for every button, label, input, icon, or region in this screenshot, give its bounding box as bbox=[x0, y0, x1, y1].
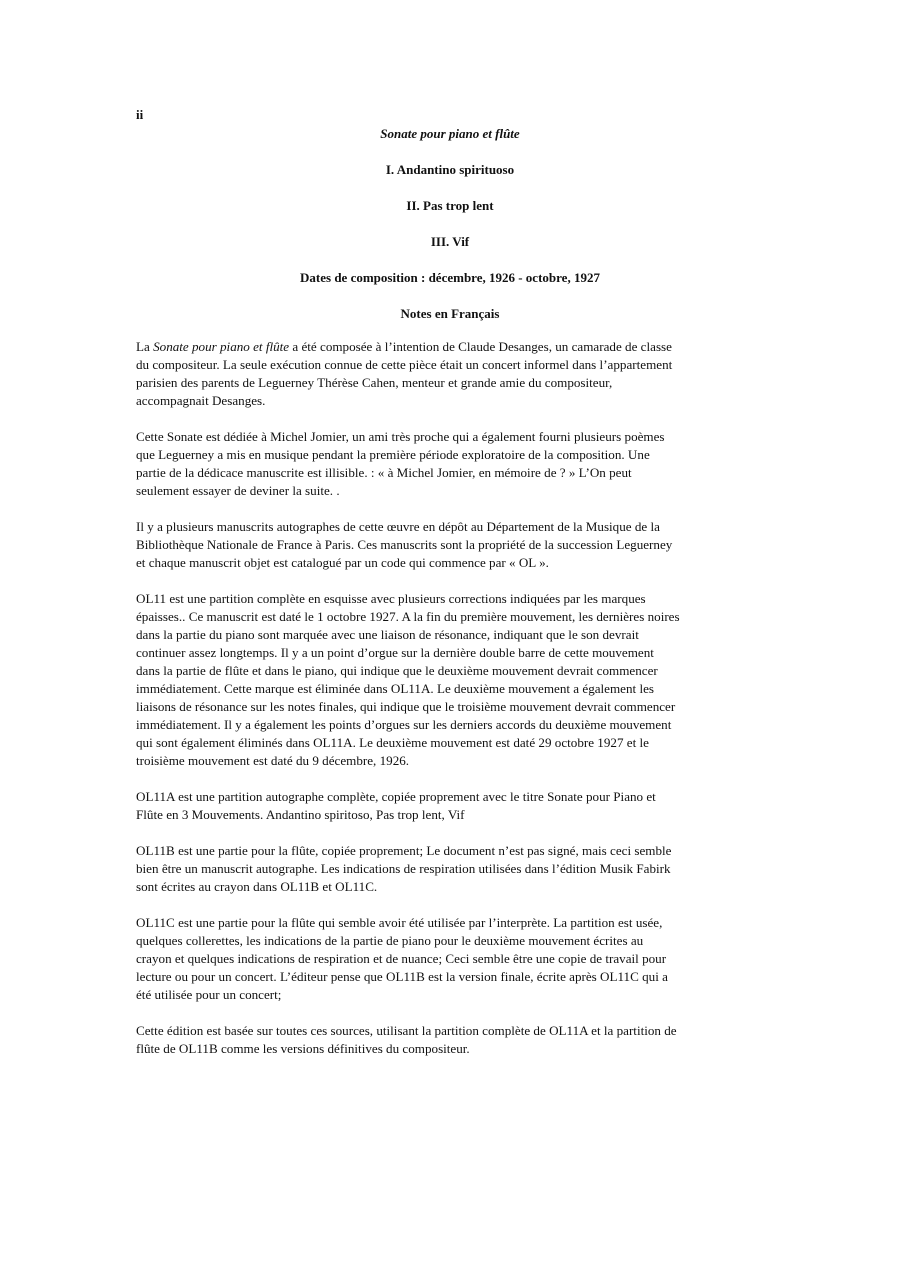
intro-rest: a été composée à l’intention de Claude Desanges, un camarade de classe du compositeur. La seule exécution connue de cette pièce était un concert informel dans l’appartement parisien des parents de Leguerney Thérèse Cahen, menteur et grande amie du compositeur, accompagnait Desanges. bbox=[136, 339, 673, 408]
edition-paragraph: Cette édition est basée sur toutes ces sources, utilisant la partition complète de OL11A et la partition de flûte de OL11B comme les versions définitives du compositeur. bbox=[136, 1023, 677, 1056]
composition-dates: Dates de composition : décembre, 1926 - octobre, 1927 bbox=[300, 270, 600, 285]
intro-work-title: Sonate pour piano et flûte bbox=[153, 339, 290, 354]
notes-heading: Notes en Français bbox=[400, 306, 500, 321]
movement-1: I. Andantino spirituoso bbox=[385, 162, 515, 177]
ol11c-paragraph: OL11C est une partie pour la flûte qui semble avoir été utilisée par l’interprète. La partition est usée, quelques collerettes, les indications de la partie de piano pour le deuxième mouvement écrites au crayon et quelques indications de respiration et de nuance; Ceci semble être une copie de travail pour lecture ou pour un concert. L’éditeur pense que OL11B est la version finale, écrite après OL11C qui a été utilisée pour un concert; bbox=[136, 915, 668, 1002]
intro-paragraph bbox=[136, 338, 770, 410]
dedication-paragraph: Cette Sonate est dédiée à Michel Jomier, un ami très proche qui a également fourni plusieurs poèmes que Leguerney a mis en musique pendant la première période exploratoire de la composition. Une partie de la dédicace manuscrite est illisible. : « à Michel Jomier, en mémoire de ? » L’On peut seulement essayer de deviner la suite. . bbox=[136, 429, 665, 498]
header-block bbox=[136, 126, 764, 342]
ol11b-paragraph: OL11B est une partie pour la flûte, copiée proprement; Le document n’est pas signé, mais ceci semble bien être un manuscrit autographe. Les indications de respiration utilisées dans l’édition Musik Fabirk sont écrites au crayon dans OL11B et OL11C. bbox=[136, 843, 672, 894]
ol11a-paragraph: OL11A est une partition autographe complète, copiée proprement avec le titre Sonate pour Piano et Flûte en 3 Mouvements. Andantino spiritoso, Pas trop lent, Vif bbox=[136, 789, 656, 822]
manuscripts-paragraph: Il y a plusieurs manuscrits autographes de cette œuvre en dépôt au Département de la Musique de la Bibliothèque Nationale de France à Paris. Ces manuscrits sont la propriété de la succession Leguerney et chaque manuscrit objet est catalogué par un code qui commence par « OL ». bbox=[136, 519, 673, 570]
movement-2: II. Pas trop lent bbox=[406, 198, 494, 213]
page-number: ii bbox=[136, 107, 144, 122]
work-title: Sonate pour piano et flûte bbox=[380, 126, 520, 141]
notes-body bbox=[136, 338, 770, 1076]
ol11-paragraph: OL11 est une partition complète en esquisse avec plusieurs corrections indiquées par les marques épaisses.. Ce manuscrit est daté le 1 octobre 1927. A la fin du première mouvement, les dernières noires dans la partie du piano sont marquée avec une liaison de résonance, indiquant que le son devrait continuer assez longtemps. Il y a un point d’orgue sur la dernière double barre de cette mouvement dans la partie de flûte et dans le piano, qui indique que le deuxième mouvement devrait commencer immédiatement. Cette marque est éliminée dans OL11A. Le deuxième mouvement a également les liaisons de résonance sur les notes finales, qui indique que le troisième mouvement devrait commencer immédiatement. Il y a également les points d’orgues sur les derniers accords du deuxième mouvement qui sont également éliminés dans OL11A. Le deuxième mouvement est daté 29 octobre 1927 et le troisième mouvement est daté du 9 décembre, 1926. bbox=[136, 591, 680, 768]
intro-lead: La bbox=[136, 339, 154, 354]
movement-3: III. Vif bbox=[430, 234, 470, 249]
